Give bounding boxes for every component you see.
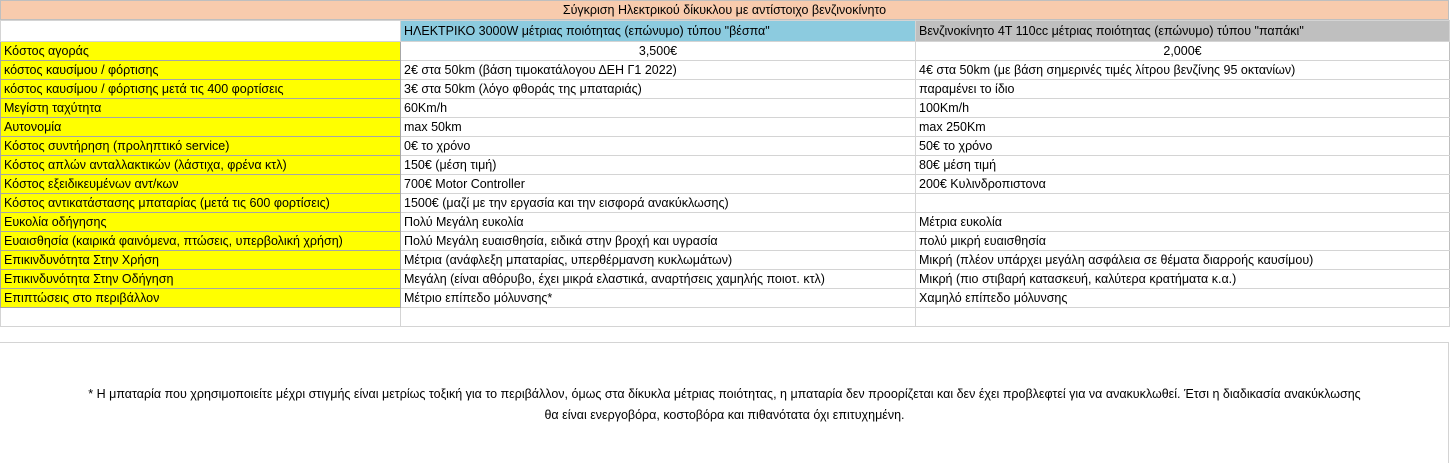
footnote[interactable] bbox=[0, 384, 1449, 426]
comparison-table bbox=[0, 20, 1450, 327]
footnote-line-1: * Η μπαταρία που χρησιμοποιείτε μέχρι στιγμής είναι μετρίως τοξική για το περιβάλλον, όμως στα δίκυκλα μέτριας ποιότητας, η μπαταρία δεν προορίζεται και δεν έχει προβλεφτεί για να ανακυκλωθεί. Έτσι η διαδικασία ανακύκλωσης bbox=[88, 387, 1361, 401]
table-row bbox=[1, 232, 1450, 251]
header-cell-electric[interactable]: ΗΛΕΚΤΡΙΚΟ 3000W μέτριας ποιότητας (επώνυμο) τύπου "βέσπα" bbox=[401, 21, 916, 42]
electric-value-cell[interactable]: 150€ (μέση τιμή) bbox=[401, 156, 916, 175]
empty-cell[interactable] bbox=[1, 308, 401, 327]
row-label-cell[interactable]: Κόστος συντήρηση (προληπτικό service) bbox=[1, 137, 401, 156]
table-row bbox=[1, 251, 1450, 270]
footnote-line-2: θα είναι ενεργοβόρα, κοστοβόρα και πιθανότατα όχι επιτυχημένη. bbox=[544, 408, 905, 422]
electric-value-cell[interactable]: 0€ το χρόνο bbox=[401, 137, 916, 156]
table-row bbox=[1, 175, 1450, 194]
row-label-cell[interactable]: Κόστος απλών ανταλλακτικών (λάστιχα, φρένα κτλ) bbox=[1, 156, 401, 175]
gasoline-value-cell[interactable]: πολύ μικρή ευαισθησία bbox=[916, 232, 1450, 251]
table-row bbox=[1, 99, 1450, 118]
header-cell-gasoline[interactable]: Βενζινοκίνητο 4T 110cc μέτριας ποιότητας (επώνυμο) τύπου "παπάκι" bbox=[916, 21, 1450, 42]
gasoline-value-cell[interactable]: Μέτρια ευκολία bbox=[916, 213, 1450, 232]
row-label-cell[interactable]: Ευαισθησία (καιρικά φαινόμενα, πτώσεις, υπερβολική χρήση) bbox=[1, 232, 401, 251]
gasoline-value-cell[interactable]: 4€ στα 50km (με βάση σημερινές τιμές λίτρου βενζίνης 95 οκτανίων) bbox=[916, 61, 1450, 80]
gasoline-value-cell[interactable]: 100Km/h bbox=[916, 99, 1450, 118]
gasoline-value-cell[interactable]: Μικρή (πιο στιβαρή κατασκευή, καλύτερα κρατήματα κ.α.) bbox=[916, 270, 1450, 289]
sheet-title-cell[interactable] bbox=[0, 0, 1449, 20]
table-row bbox=[1, 42, 1450, 61]
gasoline-value-cell[interactable]: 200€ Κυλινδροπιστονα bbox=[916, 175, 1450, 194]
electric-value-cell[interactable]: Μέτρια (ανάφλεξη μπαταρίας, υπερθέρμανση κυκλωμάτων) bbox=[401, 251, 916, 270]
table-row bbox=[1, 213, 1450, 232]
electric-value-cell[interactable]: 3,500€ bbox=[401, 42, 916, 61]
table-row bbox=[1, 137, 1450, 156]
electric-value-cell[interactable]: 3€ στα 50km (λόγο φθοράς της μπαταριάς) bbox=[401, 80, 916, 99]
row-label-cell[interactable]: Επικινδυνότητα Στην Χρήση bbox=[1, 251, 401, 270]
row-label-cell[interactable]: Κόστος αντικατάστασης μπαταρίας (μετά τις 600 φορτίσεις) bbox=[1, 194, 401, 213]
gasoline-value-cell[interactable]: παραμένει το ίδιο bbox=[916, 80, 1450, 99]
row-label-cell[interactable]: Κόστος εξειδικευμένων αντ/κων bbox=[1, 175, 401, 194]
table-row bbox=[1, 80, 1450, 99]
row-label-cell[interactable]: Ευκολία οδήγησης bbox=[1, 213, 401, 232]
empty-cell[interactable] bbox=[401, 308, 916, 327]
row-label-cell[interactable]: Μεγίστη ταχύτητα bbox=[1, 99, 401, 118]
electric-value-cell[interactable]: 60Km/h bbox=[401, 99, 916, 118]
empty-cell[interactable] bbox=[916, 308, 1450, 327]
sheet-title: Σύγκριση Ηλεκτρικού δίκυκλου με αντίστοιχο βενζινοκίνητο bbox=[562, 3, 887, 17]
gasoline-value-cell[interactable]: 2,000€ bbox=[916, 42, 1450, 61]
table-row bbox=[1, 270, 1450, 289]
gasoline-value-cell[interactable] bbox=[916, 194, 1450, 213]
gasoline-value-cell[interactable]: 50€ το χρόνο bbox=[916, 137, 1450, 156]
table-row bbox=[1, 156, 1450, 175]
row-label-cell[interactable]: Κόστος αγοράς bbox=[1, 42, 401, 61]
table-row bbox=[1, 61, 1450, 80]
table-row bbox=[1, 118, 1450, 137]
row-label-cell[interactable]: Επικινδυνότητα Στην Οδήγηση bbox=[1, 270, 401, 289]
electric-value-cell[interactable]: 700€ Motor Controller bbox=[401, 175, 916, 194]
table-row bbox=[1, 289, 1450, 308]
gasoline-value-cell[interactable]: 80€ μέση τιμή bbox=[916, 156, 1450, 175]
electric-value-cell[interactable]: Πολύ Μεγάλη ευκολία bbox=[401, 213, 916, 232]
table-row bbox=[1, 194, 1450, 213]
header-row bbox=[1, 21, 1450, 42]
electric-value-cell[interactable]: Μέτριο επίπεδο μόλυνσης* bbox=[401, 289, 916, 308]
gasoline-value-cell[interactable]: Μικρή (πλέον υπάρχει μεγάλη ασφάλεια σε θέματα διαρροής καυσίμου) bbox=[916, 251, 1450, 270]
electric-value-cell[interactable]: Μεγάλη (είναι αθόρυβο, έχει μικρά ελαστικά, αναρτήσεις χαμηλής ποιοτ. κτλ) bbox=[401, 270, 916, 289]
electric-value-cell[interactable]: max 50km bbox=[401, 118, 916, 137]
header-cell-label[interactable] bbox=[1, 21, 401, 42]
row-label-cell[interactable]: Επιπτώσεις στο περιβάλλον bbox=[1, 289, 401, 308]
electric-value-cell[interactable]: 1500€ (μαζί με την εργασία και την εισφορά ανακύκλωσης) bbox=[401, 194, 916, 213]
electric-value-cell[interactable]: Πολύ Μεγάλη ευαισθησία, ειδικά στην βροχή και υγρασία bbox=[401, 232, 916, 251]
empty-row bbox=[1, 308, 1450, 327]
gasoline-value-cell[interactable]: Χαμηλό επίπεδο μόλυνσης bbox=[916, 289, 1450, 308]
row-label-cell[interactable]: κόστος καυσίμου / φόρτισης μετά τις 400 φορτίσεις bbox=[1, 80, 401, 99]
gasoline-value-cell[interactable]: max 250Km bbox=[916, 118, 1450, 137]
row-label-cell[interactable]: κόστος καυσίμου / φόρτισης bbox=[1, 61, 401, 80]
electric-value-cell[interactable]: 2€ στα 50km (βάση τιμοκατάλογου ΔΕΗ Γ1 2022) bbox=[401, 61, 916, 80]
row-label-cell[interactable]: Αυτονομία bbox=[1, 118, 401, 137]
